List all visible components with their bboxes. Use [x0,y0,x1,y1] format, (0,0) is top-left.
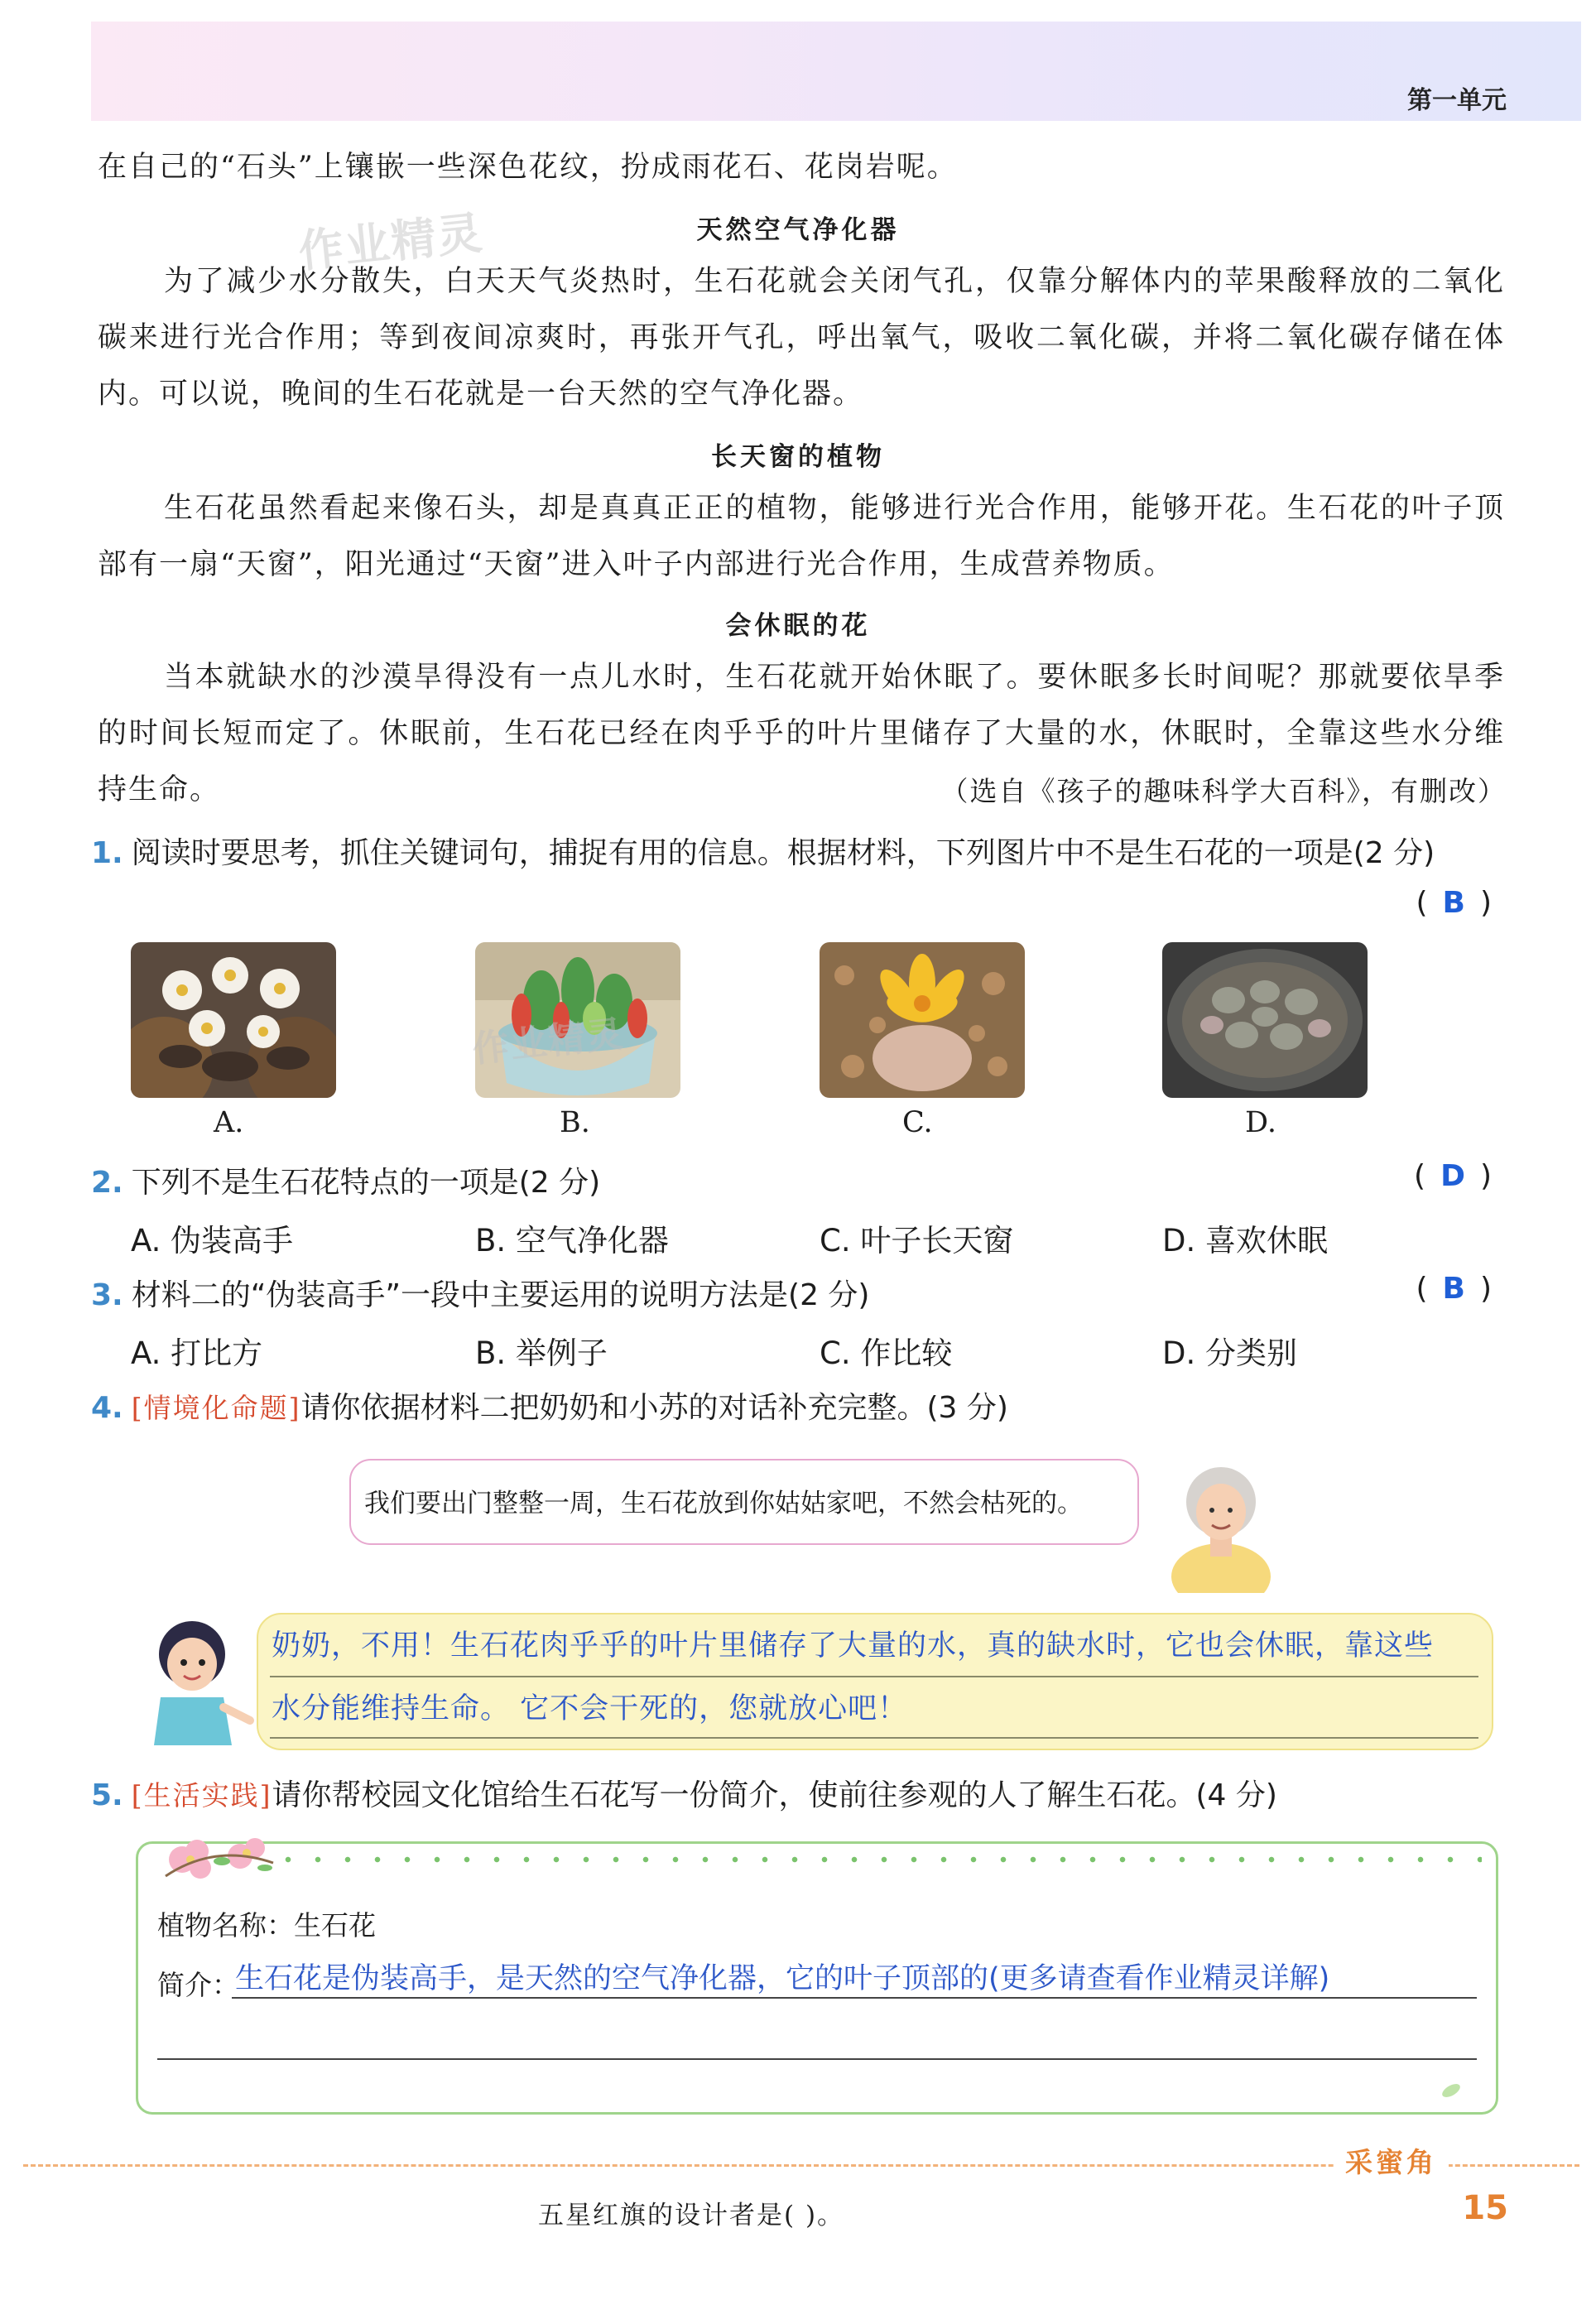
photo-c-yellow-flower [820,942,1025,1098]
q3-option-a: A. 打比方 [131,1335,263,1371]
q2-option-a: A. 伪装高手 [131,1223,294,1258]
photo-a-lithops-flowers [131,942,336,1098]
answer-line-2: 水分能维持生命。 它不会干死的，您就放心吧！ [272,1692,908,1725]
question-text: 请你依据材料二把奶奶和小苏的对话补充完整。(3 分) [300,1391,1008,1425]
footer-corner-label: 采蜜角 [1334,2141,1449,2180]
question-number: 1. [91,836,123,870]
question-tag: [生活实践] [131,1779,272,1812]
intro-answer: 生石花是伪装高手，是天然的空气净化器，它的叶子顶部的(更多请查看作业精灵详解) [235,1962,1330,1995]
answer-line-1: 奶奶，不用！生石花肉乎乎的叶片里储存了大量的水，真的缺水时，它也会休眠，靠这些 [272,1629,1435,1663]
q3-option-c: C. 作比较 [820,1335,953,1371]
photo-label-b: B. [560,1106,590,1139]
header-band [91,22,1581,121]
question-5 [91,1772,1277,1814]
flower-decoration-icon [149,1826,281,1896]
question-number: 2. [91,1166,123,1200]
heading-dormant: 会休眠的花 [725,611,871,641]
passage-line0: 在自己的“石头”上镶嵌一些深色花纹，扮成雨花石、花岗岩呢。 [98,151,958,184]
card-dot-border [273,1856,1482,1863]
q2-option-d: D. 喜欢休眠 [1162,1223,1329,1258]
answer-rule [270,1737,1478,1739]
question-number: 4. [91,1391,123,1425]
q2-option-c: C. 叶子长天窗 [820,1223,1014,1258]
intro-rule-2 [157,2058,1477,2060]
footer-trivia-question: 五星红旗的设计者是( )。 [538,2201,845,2230]
answer-mark: D [1440,1159,1480,1193]
q2-option-b: B. 空气净化器 [475,1223,669,1258]
q3-option-b: B. 举例子 [475,1335,608,1371]
question-number: 3. [91,1278,123,1312]
intro-rule-1 [232,1997,1477,1999]
question-tag: [情境化命题] [131,1392,301,1424]
answer-blank-2: (D) [1414,1159,1507,1193]
passage-para3: 当本就缺水的沙漠旱得没有一点儿水时，生石花就开始休眠了。要休眠多长时间呢？那就要依旱季的时间长短而定了。休眠前，生石花已经在肉乎乎的叶片里储存了大量的水，休眠时，全靠这些水分维持生命。 [98,661,1505,806]
passage-para1: 为了减少水分散失，白天天气炎热时，生石花就会关闭气孔，仅靠分解体内的苹果酸释放的二氧化碳来进行光合作用；等到夜间凉爽时，再张开气孔，呼出氧气，吸收二氧化碳，并将二氧化碳存储在体内。可以说，晚间的生石花就是一台天然的空气净化器。 [98,265,1505,411]
boy-illustration [141,1614,257,1759]
answer-rule [270,1676,1478,1677]
answer-blank-3: (B) [1416,1272,1507,1306]
answer-mark: B [1442,886,1480,920]
question-1 [91,830,1435,872]
heading-air-purifier: 天然空气净化器 [696,215,900,245]
unit-label: 第一单元 [1407,86,1507,115]
question-text: 请你帮校园文化馆给生石花写一份简介，使前往参观的人了解生石花。(4 分) [272,1778,1277,1812]
question-2 [91,1159,600,1201]
question-4 [91,1384,1008,1427]
answer-blank-1: (B) [1416,886,1507,920]
watermark: 作业精灵 [470,1013,627,1071]
q3-option-d: D. 分类别 [1162,1335,1298,1371]
grandma-speech: 我们要出门整整一周，生石花放到你姑姑家吧，不然会枯死的。 [364,1489,1083,1518]
leaf-icon [1439,2080,1464,2105]
grandma-illustration [1159,1444,1283,1596]
question-text: 阅读时要思考，抓住关键词句，捕捉有用的信息。根据材料，下列图片中不是生石花的一项是(2 分) [131,836,1435,870]
photo-d-lithops-pot [1162,942,1368,1098]
question-text: 材料二的“伪装高手”一段中主要运用的说明方法是(2 分) [131,1278,870,1312]
watermark: 作业精灵 [296,206,487,278]
source-citation: （选自《孩子的趣味科学大百科》，有删改） [940,775,1507,807]
heading-skylight: 长天窗的植物 [711,442,885,472]
question-text: 下列不是生石花特点的一项是(2 分) [131,1166,601,1200]
photo-label-c: C. [902,1106,933,1139]
photo-label-a: A. [214,1106,244,1139]
plant-name-line: 植物名称：生石花 [157,1909,376,1942]
passage-para2: 生石花虽然看起来像石头，却是真真正正的植物，能够进行光合作用，能够开花。生石花的叶子顶部有一扇“天窗”，阳光通过“天窗”进入叶子内部进行光合作用，生成营养物质。 [98,492,1505,581]
intro-label: 简介： [157,1969,239,2001]
question-3 [91,1272,869,1314]
page-number: 15 [1462,2189,1508,2227]
photo-label-d: D. [1245,1106,1276,1139]
answer-mark: B [1442,1272,1480,1306]
question-number: 5. [91,1778,123,1812]
